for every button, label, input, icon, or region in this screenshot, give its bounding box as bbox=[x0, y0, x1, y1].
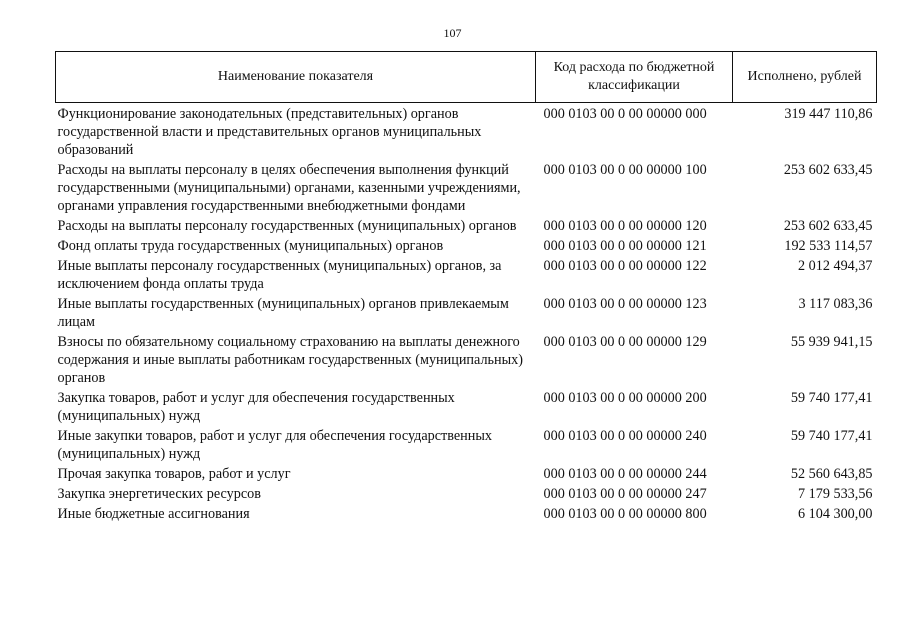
table-row bbox=[56, 503, 877, 523]
budget-table-container bbox=[55, 51, 876, 523]
table-row bbox=[56, 425, 877, 463]
row-indicator-name: Иные закупки товаров, работ и услуг для обеспечения государственных (муниципальных) нужд bbox=[57, 428, 492, 462]
page-number: 107 bbox=[443, 26, 462, 40]
table-row bbox=[56, 103, 877, 160]
row-expense-code: 000 0103 00 0 00 00000 121 bbox=[543, 238, 707, 254]
row-indicator-name: Расходы на выплаты персоналу государственных (муниципальных) органов bbox=[57, 218, 517, 234]
row-expense-code: 000 0103 00 0 00 00000 129 bbox=[543, 334, 707, 350]
row-expense-code: 000 0103 00 0 00 00000 247 bbox=[543, 486, 707, 502]
row-expense-code: 000 0103 00 0 00 00000 244 bbox=[543, 466, 707, 482]
row-executed-amount: 6 104 300,00 bbox=[798, 506, 873, 522]
row-expense-code: 000 0103 00 0 00 00000 200 bbox=[543, 390, 707, 406]
table-row bbox=[56, 483, 877, 503]
budget-execution-table bbox=[55, 51, 877, 523]
row-expense-code: 000 0103 00 0 00 00000 123 bbox=[543, 296, 707, 312]
row-indicator-name: Иные выплаты государственных (муниципальных) органов привлекаемым лицам bbox=[57, 296, 509, 330]
table-header bbox=[56, 52, 877, 103]
table-row bbox=[56, 255, 877, 293]
table-row bbox=[56, 463, 877, 483]
table-body bbox=[56, 103, 877, 524]
row-executed-amount: 52 560 643,85 bbox=[790, 466, 873, 482]
row-indicator-name: Закупка энергетических ресурсов bbox=[57, 486, 261, 502]
row-executed-amount: 319 447 110,86 bbox=[784, 106, 873, 122]
row-indicator-name: Иные выплаты персоналу государственных (муниципальных) органов, за исключением фонда оплаты труда bbox=[57, 258, 502, 292]
table-row bbox=[56, 293, 877, 331]
row-indicator-name: Прочая закупка товаров, работ и услуг bbox=[57, 466, 291, 482]
table-row bbox=[56, 235, 877, 255]
row-executed-amount: 59 740 177,41 bbox=[790, 428, 873, 444]
row-expense-code: 000 0103 00 0 00 00000 120 bbox=[543, 218, 707, 234]
row-executed-amount: 253 602 633,45 bbox=[783, 218, 873, 234]
row-executed-amount: 3 117 083,36 bbox=[798, 296, 873, 312]
table-row bbox=[56, 387, 877, 425]
header-indicator-name: Наименование показателя bbox=[56, 52, 536, 103]
row-executed-amount: 192 533 114,57 bbox=[784, 238, 873, 254]
row-indicator-name: Иные бюджетные ассигнования bbox=[57, 506, 250, 522]
row-expense-code: 000 0103 00 0 00 00000 100 bbox=[543, 162, 707, 178]
table-row bbox=[56, 159, 877, 215]
header-executed-amount: Исполнено, рублей bbox=[733, 52, 877, 103]
row-expense-code: 000 0103 00 0 00 00000 240 bbox=[543, 428, 707, 444]
row-executed-amount: 253 602 633,45 bbox=[783, 162, 873, 178]
row-executed-amount: 7 179 533,56 bbox=[798, 486, 873, 502]
table-row bbox=[56, 331, 877, 387]
row-indicator-name: Взносы по обязательному социальному страхованию на выплаты денежного содержания и иные выплаты работникам государственных (муниципальных) органов bbox=[57, 334, 523, 386]
row-indicator-name: Фонд оплаты труда государственных (муниципальных) органов bbox=[57, 238, 444, 254]
row-indicator-name: Функционирование законодательных (представительных) органов государственной власти и представительных органов муниципальных образований bbox=[57, 106, 482, 158]
header-expense-code: Код расхода по бюджетной классификации bbox=[536, 52, 733, 103]
row-expense-code: 000 0103 00 0 00 00000 122 bbox=[543, 258, 707, 274]
row-executed-amount: 2 012 494,37 bbox=[798, 258, 873, 274]
row-executed-amount: 59 740 177,41 bbox=[790, 390, 873, 406]
row-expense-code: 000 0103 00 0 00 00000 800 bbox=[543, 506, 707, 522]
row-expense-code: 000 0103 00 0 00 00000 000 bbox=[543, 106, 707, 122]
row-indicator-name: Закупка товаров, работ и услуг для обеспечения государственных (муниципальных) нужд bbox=[57, 390, 455, 424]
row-indicator-name: Расходы на выплаты персоналу в целях обеспечения выполнения функций государственными (муниципальными) органами, казенными учреждениями, органами управления государственными внебюджетными фондами bbox=[57, 162, 521, 214]
table-row bbox=[56, 215, 877, 235]
row-executed-amount: 55 939 941,15 bbox=[790, 334, 873, 350]
